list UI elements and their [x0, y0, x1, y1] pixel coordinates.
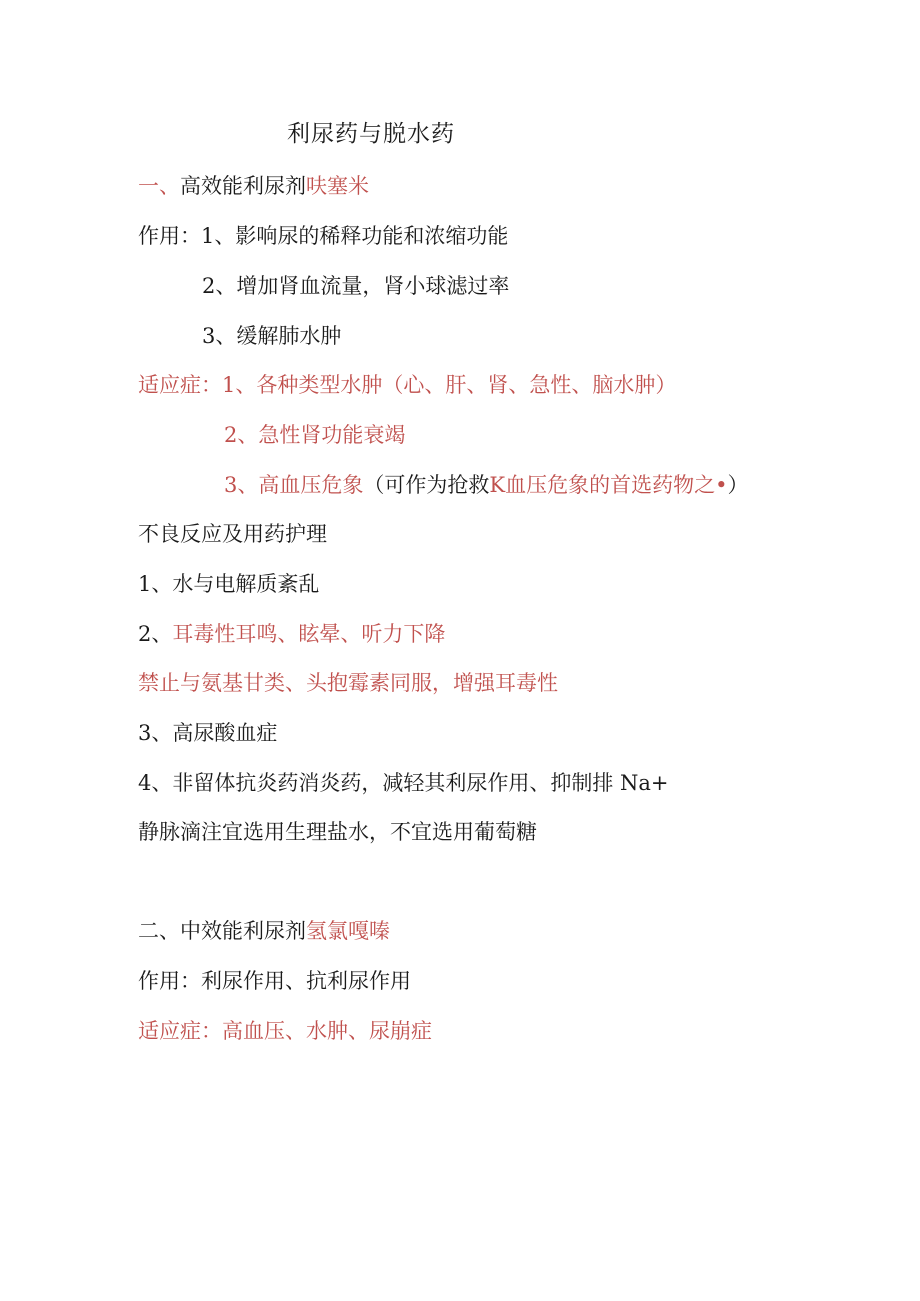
action-item: 1、影响尿的稀释功能和浓缩功能 — [201, 224, 509, 248]
indication-3-note-end: ） — [727, 473, 749, 497]
section-1-indication-2: 2、急性肾功能衰竭 — [224, 423, 406, 447]
adverse-heading: 不良反应及用药护理 — [138, 522, 327, 546]
section-1-action-1 — [138, 222, 508, 250]
section-1-action-2: 2、增加肾血流量，肾小球滤过率 — [202, 274, 510, 298]
indication-3-note-start: （可作为抢救 — [363, 473, 490, 497]
indication-3-main: 3、高血压危象 — [224, 473, 364, 497]
adverse-item-1: 1、水与电解质紊乱 — [138, 572, 320, 596]
action-label: 作用： — [138, 224, 201, 248]
page-title: 利尿药与脱水药 — [287, 121, 455, 147]
adverse-item-4: 4、非留体抗炎药消炎药，减轻其利尿作用、抑制排 Na+ — [138, 771, 669, 795]
adverse-item-2-text: 耳毒性耳鸣、眩晕、听力下降 — [172, 622, 446, 646]
section-2-drug: 氢氯嘎嗪 — [306, 919, 390, 943]
section-2-action: 作用：利尿作用、抗利尿作用 — [138, 969, 411, 993]
section-1-indication-3 — [224, 471, 748, 499]
section-2-indications: 适应症：高血压、水肿、尿崩症 — [138, 1019, 432, 1043]
warning-line: 禁止与氨基甘类、头抱霉素同服，增强耳毒性 — [138, 671, 558, 695]
indication-3-note-red: K血压危象的首选药物之• — [489, 473, 728, 497]
adverse-item-2-num: 2、 — [138, 622, 173, 646]
adverse-item-2 — [138, 620, 445, 648]
section-1-prefix: 一、 — [138, 174, 180, 198]
indications-label: 适应症： — [138, 373, 222, 397]
section-1-heading-text: 高效能利尿剂 — [180, 174, 306, 198]
section-1-indication-1 — [138, 371, 676, 399]
adverse-item-3: 3、高尿酸血症 — [138, 721, 278, 745]
section-1-heading — [138, 172, 369, 200]
section-2-heading-text: 中效能利尿剂 — [180, 919, 306, 943]
section-1-action-3: 3、缓解肺水肿 — [202, 324, 342, 348]
iv-note: 静脉滴注宜选用生理盐水，不宜选用葡萄糖 — [138, 820, 537, 844]
indication-item: 1、各种类型水肿（心、肝、肾、急性、脑水肿） — [222, 373, 677, 397]
section-1-drug: 呋塞米 — [306, 174, 369, 198]
section-2-prefix: 二、 — [138, 919, 180, 943]
section-2-heading — [138, 917, 390, 945]
